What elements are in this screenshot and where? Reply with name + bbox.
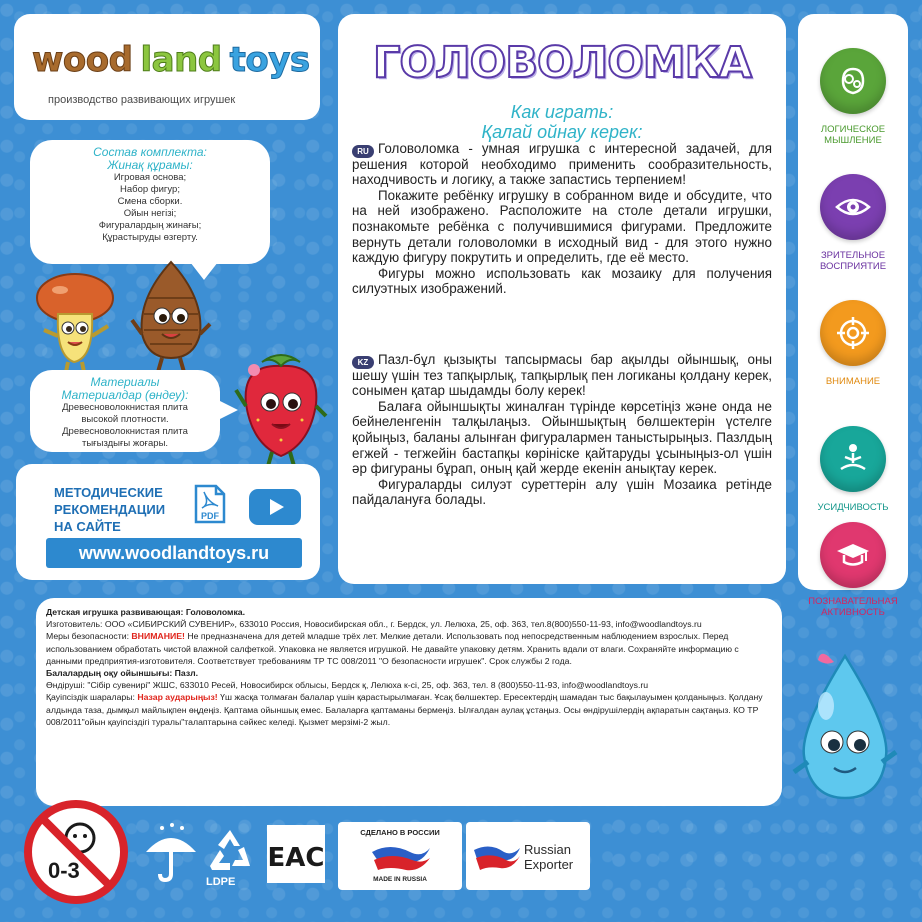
logo-tagline: производство развивающих игрушек — [48, 94, 236, 106]
site-panel — [16, 464, 320, 580]
mushroom-character-icon — [30, 266, 120, 376]
site-url-link[interactable]: www.woodlandtoys.ru — [46, 538, 302, 568]
skill-label — [798, 596, 908, 618]
materials-title-kz: Материалдар (өндеу): — [61, 388, 189, 402]
water-drop-character-icon — [790, 648, 900, 808]
instructions-kz — [352, 352, 772, 508]
graduation-cap-icon — [820, 522, 886, 588]
skill-label-line: ВОСПРИЯТИЕ — [819, 261, 887, 272]
target-icon — [820, 300, 886, 366]
skill-label — [798, 502, 908, 513]
legal-info-text — [46, 606, 774, 728]
instructions-paragraph: Пазл-бұл қызықты тапсырмасы бар ақылды ойыншық, оны шешу үшін тез тапқырлық, тапқырлық пен логиканы қолдану керек, сонымен қатар шыдамды болу керек! — [352, 352, 772, 399]
instructions-paragraph: Фигураларды силуэт суреттерін алу үшін Мозаика ретінде пайдалануға болады. — [352, 476, 772, 508]
page-title: ГОЛОВОЛОМКА — [372, 38, 752, 88]
skills-panel — [798, 14, 908, 618]
manufacturer-kz: Өндіруші: "Сібір сувенирі" ЖШС, 633010 Ресей, Новосибирск облысы, Бердск қ, Лелюха к-сі, 25, оф. 363, тел. 8 (800)550-11-93, info@woodlandtoys.ru — [46, 680, 649, 691]
logo-word-land: land — [140, 40, 222, 80]
pdf-icon[interactable] — [194, 484, 226, 524]
safety-text: Үш жасқа толмаған балалар үшін қарастырылмаған. Ұсақ бөлшектер. Ересектердің шамадан тыс бақылауымен қолданыңыз. Қолдану алдында таза, дымқыл майлықпен өңдеңіз. Қаптама ойыншық емес. Балаларға қаптаманы бермеңіз. Ылғалдан аулақ ұстаңыз. Осы өндірушілердің ақпаратын сақтаңыз. КО ТР 008/2011"ойын қауіпсіздігі туралы"талаптарына сәйкес келеді. Қызмет мерзімі-2 жыл. — [46, 692, 763, 727]
exporter-line: Exporter — [524, 857, 574, 872]
materials-item: тығыздығы жоғары. — [81, 438, 169, 449]
recommendations-line: НА САЙТЕ — [54, 519, 121, 534]
skill-label — [798, 250, 908, 272]
skill-label — [798, 124, 908, 146]
keep-dry-umbrella-icon — [142, 822, 200, 884]
russia-swoosh-icon — [370, 840, 432, 874]
skill-label-line: ВНИМАНИЕ — [825, 376, 881, 387]
product-name-kz: Балалардың оқу ойыншығы: Пазл. — [46, 668, 198, 679]
how-to-play-ru: Как играть: — [510, 102, 614, 122]
recycling-icon — [202, 826, 258, 876]
materials-title-ru: Материалы — [90, 375, 160, 389]
logo-panel — [14, 14, 320, 120]
eac-certification-icon — [266, 824, 326, 884]
skill-label-line: МЫШЛЕНИЕ — [824, 135, 882, 146]
eac-mark: EAC — [267, 843, 325, 873]
kit-title-kz: Жинақ құрамы: — [107, 158, 193, 172]
skill-label — [798, 376, 908, 387]
russian-exporter-swoosh-icon — [472, 840, 522, 872]
russian-exporter-text — [524, 842, 573, 872]
exporter-line: Russian — [524, 842, 571, 857]
brain-gears-icon — [820, 48, 886, 114]
recommendations-line: РЕКОМЕНДАЦИИ — [54, 502, 166, 517]
safety-prefix: Меры безопасности: — [46, 631, 132, 642]
meditation-icon — [820, 426, 886, 492]
strawberry-character-icon — [232, 344, 330, 470]
safety-ru — [46, 630, 774, 667]
safety-kz — [46, 691, 774, 728]
instructions-paragraph: Балаға ойыншықты жиналған түрінде көрсетіңіз және онда не бейнеленгенін талқылаңыз. Ойыншықтың бөлшектерін үстелге қойыңыз, баланы алынған фигуралармен таныстырыңыз. Пазлдың егжей - тегжейін бастапқы көрініске қайтаруды ұсыныңыз-ол үшін әр фигураны бұрап, оның қай жерде екенін анықтау керек. — [352, 398, 772, 477]
kit-title-ru: Состав комплекта: — [93, 145, 207, 159]
kit-contents-bubble — [30, 140, 270, 264]
age-limit-label: 0-3 — [48, 858, 80, 883]
lang-badge-kz: KZ — [352, 356, 374, 369]
pinecone-character-icon — [128, 258, 214, 376]
materials-item: Древесноволокнистая плита — [62, 402, 188, 413]
warning-label: ВНИМАНИЕ! — [131, 631, 185, 642]
kit-item: Құрастыруды өзгерту. — [102, 232, 198, 243]
skill-label-line: АКТИВНОСТЬ — [821, 607, 885, 618]
instructions-ru — [352, 141, 772, 297]
how-to-play-kz: Қалай ойнау керек: — [481, 122, 643, 142]
skill-label-line: ЗРИТЕЛЬНОЕ — [820, 250, 886, 261]
kit-item: Смена сборки. — [117, 196, 183, 207]
made-in-russia-badge — [338, 822, 462, 890]
recommendations-text — [54, 484, 165, 535]
kit-item: Фигуралардың жинағы; — [98, 220, 202, 231]
safety-text: Не предназначена для детей младше трёх лет. Мелкие детали. Использовать под непосредственным наблюдением взрослых. Перед использованием обработать чистой влажной салфеткой. Упаковка не является игрушкой. Не давайте упаковку детям. Хранить вдали от влаги. Сохраняйте информацию с данными предприятия-изготовителя. Соответствует требованиям ТР ТС 008/2011 "О безопасности игрушек". Срок службы 2 года. — [46, 631, 739, 666]
skill-label-line: ПОЗНАВАТЕЛЬНАЯ — [808, 596, 898, 607]
instructions-paragraph: Фигуры можно использовать как мозаику для получения силуэтных изображений. — [352, 265, 772, 297]
kit-item: Ойын негізі; — [123, 208, 177, 219]
made-in-russia-ru: СДЕЛАНО В РОССИИ — [360, 828, 440, 837]
legal-info-panel — [36, 598, 782, 806]
materials-item: высокой плотности. — [81, 414, 169, 425]
logo-word-wood: wood — [32, 40, 133, 80]
kit-item: Игровая основа; — [113, 172, 187, 183]
eye-icon — [820, 174, 886, 240]
instructions-paragraph: Покажите ребёнку игрушку в собранном виде и обсудите, что на ней изображено. Расположите на столе детали игрушки, познакомьте ребёнка с получившимися фигурами. Предложите вернуть детали головоломки в исходный вид - для этого нужно каждую фигуру покрутить и определить, где её место. — [352, 187, 772, 266]
materials-bubble — [30, 370, 220, 452]
manufacturer-ru: Изготовитель: ООО «СИБИРСКИЙ СУВЕНИР», 633010 Россия, Новосибирская обл., г. Бердск, ул. Лелюха, 25, оф. 363, тел.8(800)550-11-93, info@woodlandtoys.ru — [46, 619, 702, 630]
pdf-label: PDF — [201, 511, 219, 521]
made-in-russia-en: MADE IN RUSSIA — [373, 876, 427, 883]
kit-item: Набор фигур; — [120, 184, 180, 195]
instructions-paragraph: Головоломка - умная игрушка с интересной задачей, для решения которой необходимо применить сообразительность, находчивость и логику, а также запастись терпением! — [352, 141, 772, 188]
skill-label-line: ЛОГИЧЕСКОЕ — [820, 124, 886, 135]
russian-exporter-badge — [466, 822, 590, 890]
recommendations-line: МЕТОДИЧЕСКИЕ — [54, 485, 163, 500]
age-restriction-icon — [24, 800, 128, 904]
skill-label-line: УСИДЧИВОСТЬ — [817, 502, 889, 513]
product-name-ru: Детская игрушка развивающая: Головоломка. — [46, 607, 246, 617]
lang-badge-ru: RU — [352, 145, 374, 158]
ldpe-label: LDPE — [206, 876, 236, 888]
logo-word-toys: toys — [229, 40, 310, 80]
warning-label: Назар аударыңыз! — [137, 692, 218, 703]
materials-item: Древесноволокнистая плита — [62, 426, 188, 437]
youtube-play-icon[interactable] — [248, 488, 302, 526]
safety-prefix: Қауіпсіздік шаралары: — [46, 692, 138, 703]
instructions-panel — [338, 14, 786, 584]
brand-logo — [32, 40, 310, 80]
